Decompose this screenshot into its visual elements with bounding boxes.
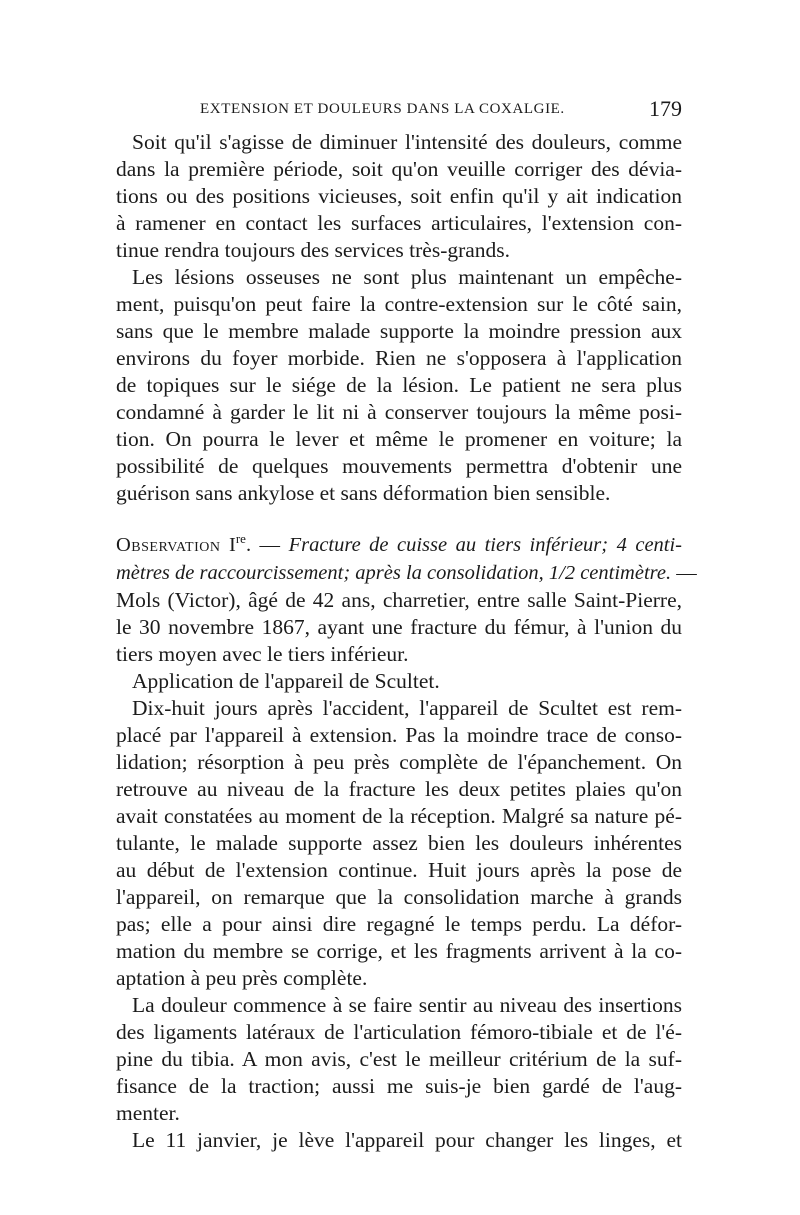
text-line: tions ou des positions vicieuses, soit enfin qu'il y ait indication: [116, 184, 682, 208]
observation-number: I: [229, 534, 236, 556]
page-number: 179: [649, 96, 682, 121]
observation-dash: . —: [245, 534, 281, 556]
page-header: [200, 97, 682, 121]
observation-title-dash: —: [676, 562, 697, 584]
text-line: possibilité de quelques mouvements permettra d'obtenir une: [116, 454, 682, 478]
observation-heading: [116, 531, 682, 559]
text-line: mation du membre se corrige, et les fragments arrivent à la co-: [116, 939, 682, 963]
text-line: tion. On pourra le lever et même le promener en voiture; la: [116, 427, 682, 451]
text-line: menter.: [116, 1101, 180, 1125]
text-line: tinue rendra toujours des services très-grands.: [116, 238, 511, 262]
text-line: retrouve au niveau de la fracture les deux petites plaies qu'on: [116, 777, 682, 801]
text-line: le 30 novembre 1867, ayant une fracture du fémur, à l'union du: [116, 615, 682, 639]
running-title: EXTENSION ET DOULEURS DANS LA COXALGIE.: [200, 101, 565, 117]
text-line: condamné à garder le lit ni à conserver toujours la même posi-: [116, 400, 682, 424]
observation-label: Observation: [116, 534, 221, 556]
text-line: pine du tibia. A mon avis, c'est le meilleur critérium de la suf-: [116, 1047, 682, 1071]
text-line: tulante, le malade supporte assez bien les douleurs inhérentes: [116, 831, 682, 855]
text-line: Dix-huit jours après l'accident, l'appareil de Scultet est rem-: [132, 696, 682, 720]
text-line: Le 11 janvier, je lève l'appareil pour changer les linges, et: [132, 1128, 682, 1152]
text-line: avait constatées au moment de la réception. Malgré sa nature pé-: [116, 804, 682, 828]
text-line: La douleur commence à se faire sentir au niveau des insertions: [132, 993, 682, 1017]
text-line: aptation à peu près complète.: [116, 966, 368, 990]
text-line: de topiques sur le siége de la lésion. Le patient ne sera plus: [116, 373, 682, 397]
observation-title-cont: mètres de raccourcissement; après la consolidation, 1/2 centimètre.: [116, 562, 672, 584]
text-line: Mols (Victor), âgé de 42 ans, charretier, entre salle Saint-Pierre,: [116, 588, 682, 612]
text-line: pas; elle a pour ainsi dire regagné le temps perdu. La défor-: [116, 912, 682, 936]
text-line: Les lésions osseuses ne sont plus maintenant un empêche-: [132, 265, 682, 289]
text-line: fisance de la traction; aussi me suis-je bien gardé de l'aug-: [116, 1074, 682, 1098]
text-line: dans la première période, soit qu'on veuille corriger des dévia-: [116, 157, 682, 181]
text-line: placé par l'appareil à extension. Pas la moindre trace de conso-: [116, 723, 682, 747]
text-line: au début de l'extension continue. Huit jours après la pose de: [116, 858, 682, 882]
observation-title: Fracture de cuisse au tiers inférieur; 4 centi-: [288, 534, 683, 556]
observation-number-suffix: re: [235, 531, 246, 547]
observation-heading-cont: [116, 559, 697, 587]
text-line: Soit qu'il s'agisse de diminuer l'intensité des douleurs, comme: [132, 130, 682, 154]
text-line: à ramener en contact les surfaces articulaires, l'extension con-: [116, 211, 682, 235]
text-line: l'appareil, on remarque que la consolidation marche à grands: [116, 885, 682, 909]
text-line: ment, puisqu'on peut faire la contre-extension sur le côté sain,: [116, 292, 682, 316]
text-line: guérison sans ankylose et sans déformation bien sensible.: [116, 481, 611, 505]
text-line: environs du foyer morbide. Rien ne s'opposera à l'application: [116, 346, 682, 370]
text-line: tiers moyen avec le tiers inférieur.: [116, 642, 409, 666]
text-line: lidation; résorption à peu près complète de l'épanchement. On: [116, 750, 682, 774]
text-line: des ligaments latéraux de l'articulation fémoro-tibiale et de l'é-: [116, 1020, 682, 1044]
text-line: sans que le membre malade supporte la moindre pression aux: [116, 319, 682, 343]
text-line: Application de l'appareil de Scultet.: [132, 669, 440, 693]
